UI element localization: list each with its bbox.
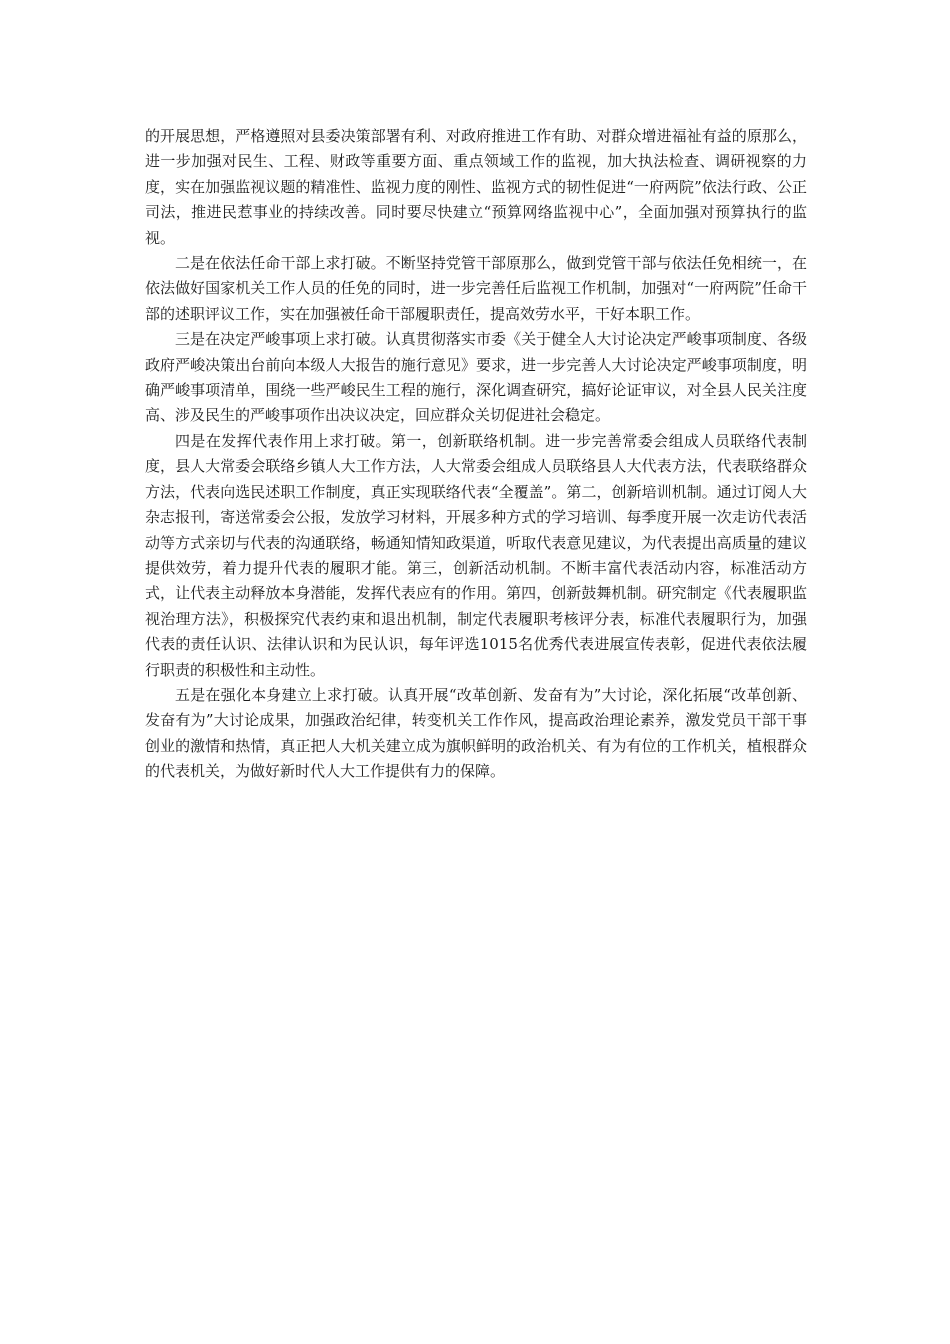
- paragraph-deputy-role: 四是在发挥代表作用上求打破。第一，创新联络机制。进一步完善常委会组成人员联络代表制度，县人大常委会联络乡镇人大工作方法，人大常委会组成人员联络县人大代表方法，代表联络群众方法，代表向选民述职工作制度，真正实现联络代表“全覆盖”。第二，创新培训机制。通过订阅人大杂志报刊，寄送常委会公报，发放学习材料，开展多种方式的学习培训、每季度开展一次走访代表活动等方式亲切与代表的沟通联络，畅通知情知政渠道，听取代表意见建议，为代表提出高质量的建议提供效劳，着力提升代表的履职才能。第三，创新活动机制。不断丰富代表活动内容，标准活动方式，让代表主动释放本身潜能，发挥代表应有的作用。第四，创新鼓舞机制。研究制定《代表履职监视治理方法》，积极探究代表约束和退出机制，制定代表履职考核评分表，标准代表履职行为，加强代表的责任认识、法律认识和为民认识，每年评选1015名优秀代表进展宣传表彰，促进代表依法履行职责的积极性和主动性。: [145, 431, 807, 679]
- paragraph-self-building: 五是在强化本身建立上求打破。认真开展“改革创新、发奋有为”大讨论，深化拓展“改革创新、发奋有为”大讨论成果，加强政治纪律，转变机关工作作风，提高政治理论素养，激发党员干部干事创业的激情和热情，真正把人大机关建立成为旗帜鲜明的政治机关、有为有位的工作机关，植根群众的代表机关，为做好新时代人大工作提供有力的保障。: [145, 685, 807, 781]
- paragraph-continuation: 的开展思想，严格遵照对县委决策部署有利、对政府推进工作有助、对群众增进福祉有益的原那么，进一步加强对民生、工程、财政等重要方面、重点领域工作的监视，加大执法检查、调研视察的力度，实在加强监视议题的精准性、监视力度的刚性、监视方式的韧性促进“一府两院”依法行政、公正司法，推进民惹事业的持续改善。同时要尽快建立“预算网络监视中心”，全面加强对预算执行的监视。: [145, 127, 807, 247]
- document-body: [145, 124, 807, 785]
- paragraph-cadre-appointment: 二是在依法任命干部上求打破。不断坚持党管干部原那么，做到党管干部与依法任免相统一，在依法做好国家机关工作人员的任免的同时，进一步完善任后监视工作机制，加强对“一府两院”任命干部的述职评议工作，实在加强被任命干部履职责任，提高效劳水平，干好本职工作。: [145, 254, 807, 323]
- paragraph-major-matters: 三是在决定严峻事项上求打破。认真贯彻落实市委《关于健全人大讨论决定严峻事项制度、各级政府严峻决策出台前向本级人大报告的施行意见》要求，进一步完善人大讨论决定严峻事项制度，明确严峻事项清单，围绕一些严峻民生工程的施行，深化调查研究，搞好论证审议，对全县人民关注度高、涉及民生的严峻事项作出决议决定，回应群众关切促进社会稳定。: [145, 330, 807, 425]
